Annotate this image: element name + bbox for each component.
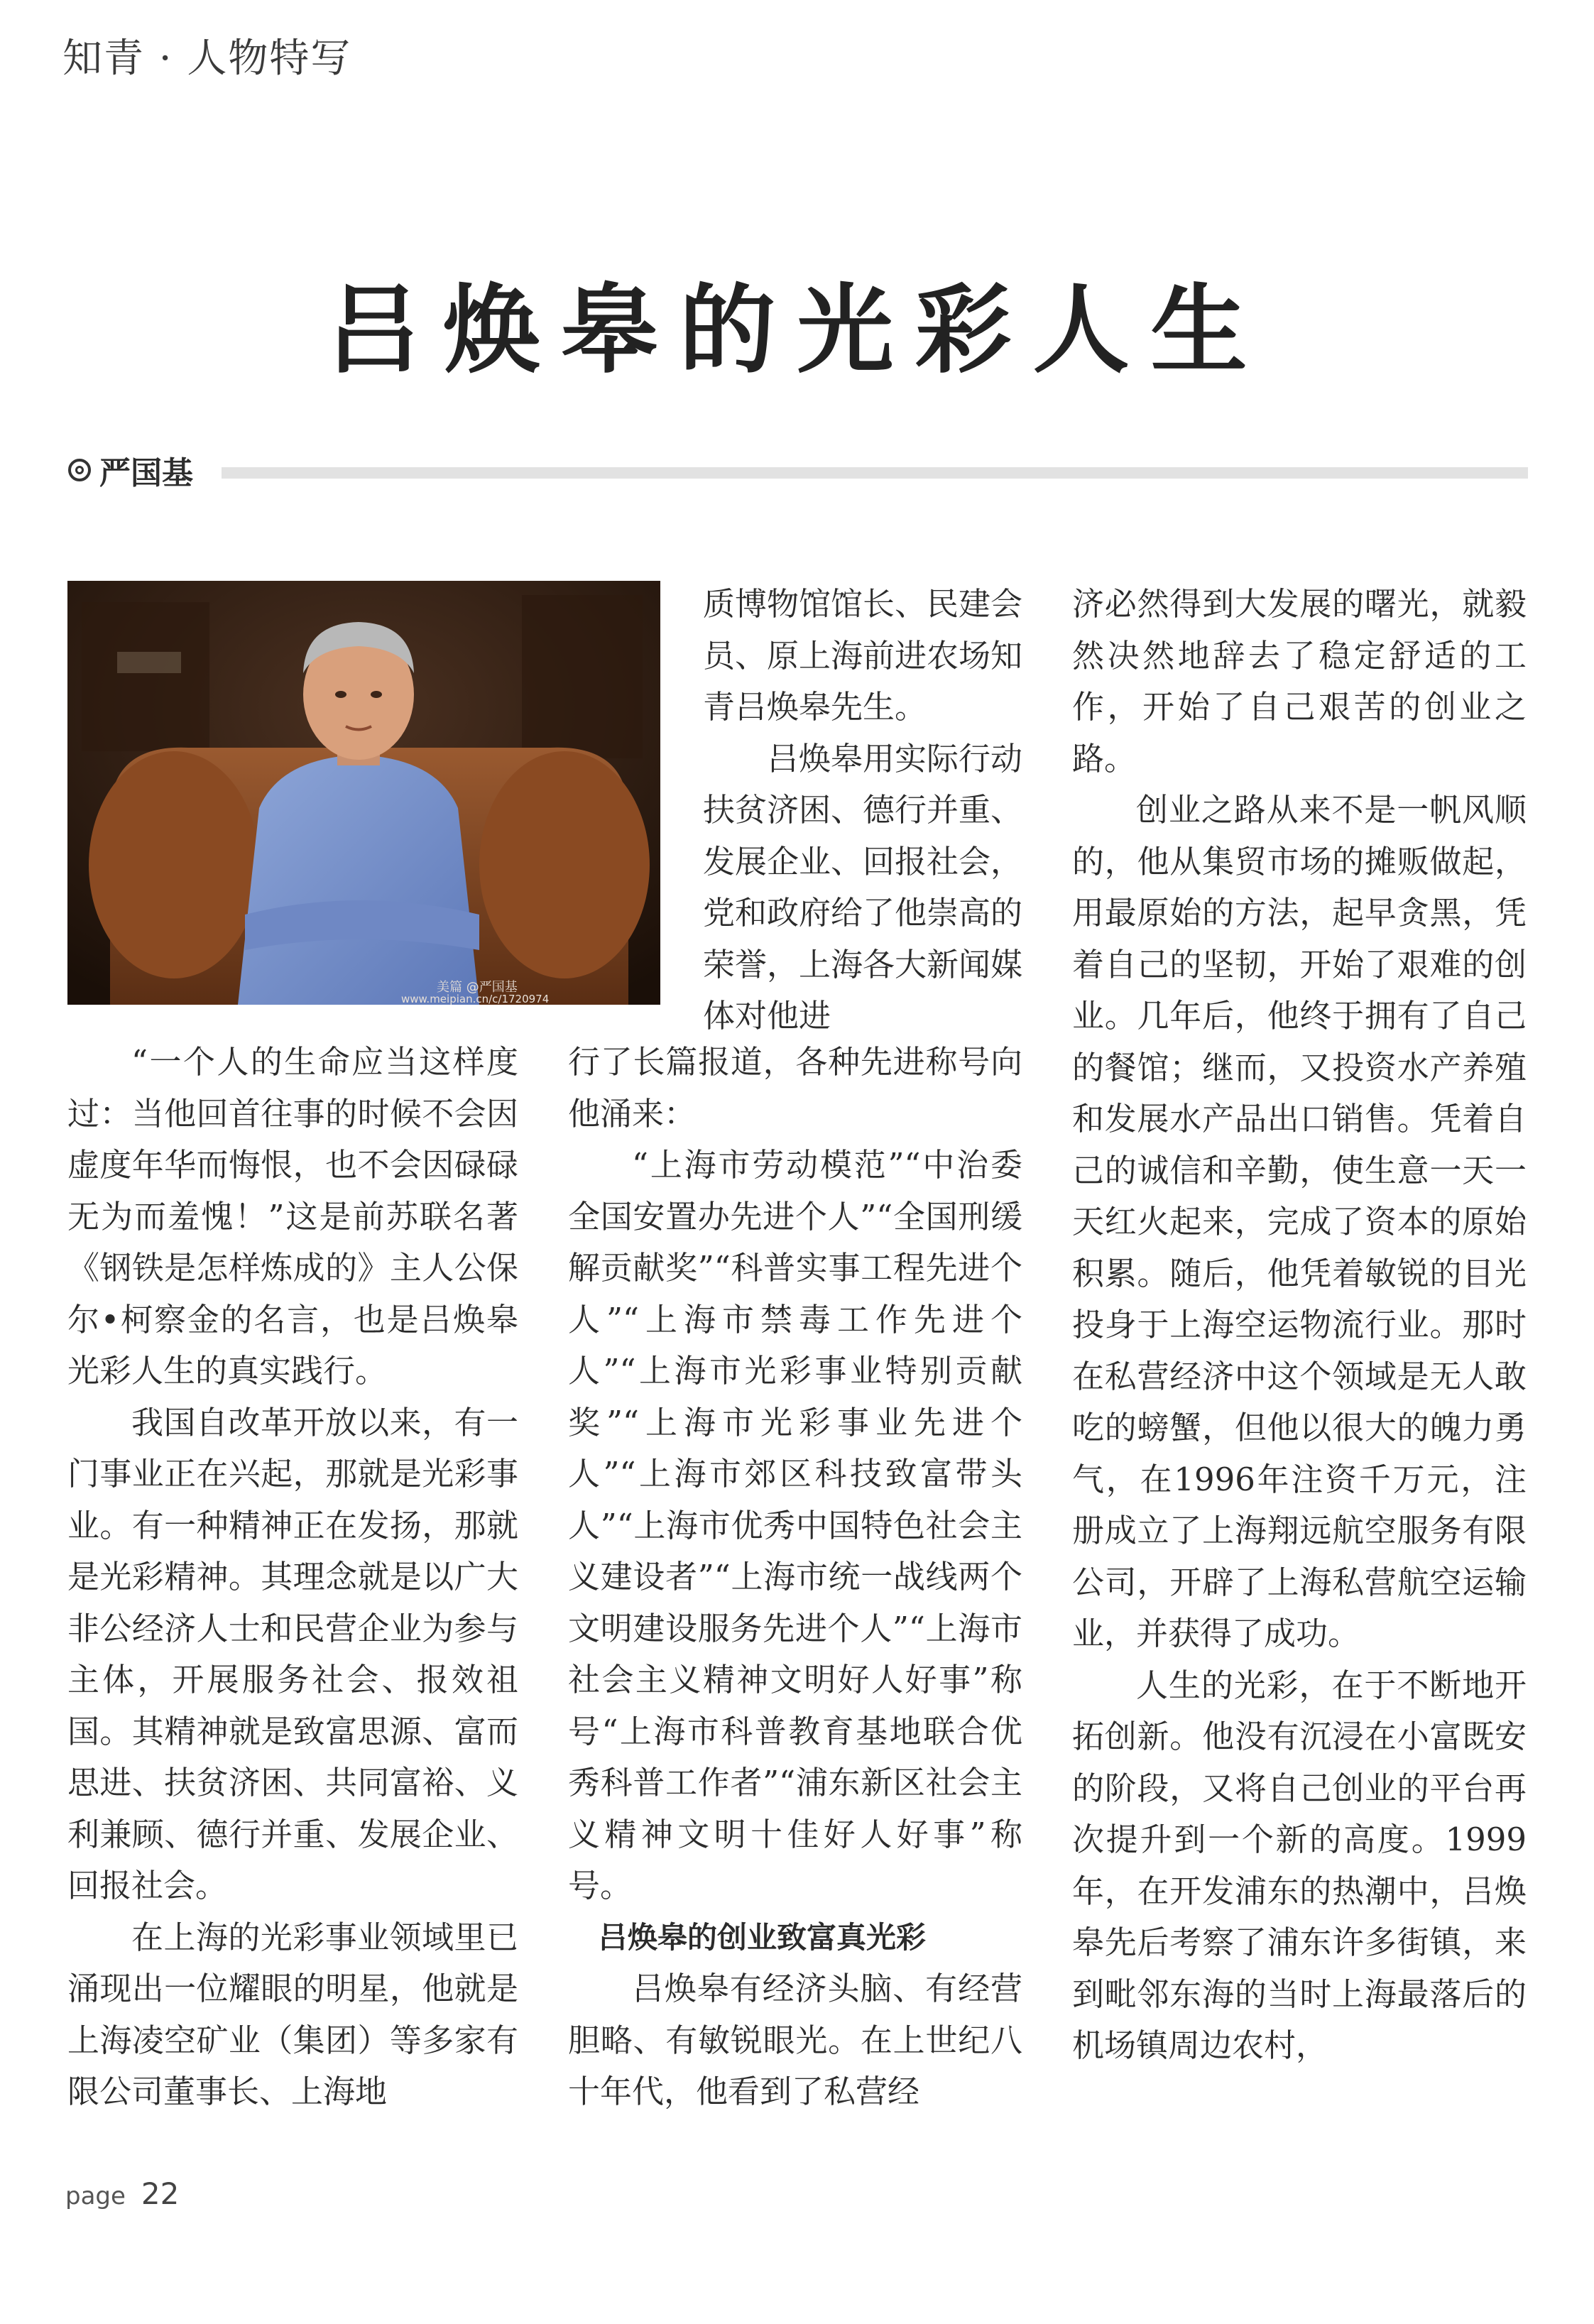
section-label: 知青 · 人物特写 — [62, 36, 352, 82]
paragraph: 创业之路从来不是一帆风顺的，他从集贸市场的摊贩做起，用最原始的方法，起早贪黑，凭着自己的坚韧，开始了艰难的创业。几年后，他终于拥有了自己的餐馆；继而，又投资水产养殖和发展水产品出口销售。凭着自己的诚信和辛勤，使生意一天一天红火起来，完成了资本的原始积累。随后，他凭着敏锐的目光投身于上海空运物流行业。那时在私营经济中这个领域是无人敢吃的螃蟹，但他以很大的魄力勇气，在1996年注资千万元，注册成立了上海翔远航空服务有限公司，开辟了上海私营航空运输业，并获得了成功。 — [1072, 791, 1527, 1652]
double-circle-icon — [68, 459, 91, 481]
paragraph: 济必然得到大发展的曙光，就毅然决然地辞去了稳定舒适的工作，开始了自己艰苦的创业之路。 — [1072, 585, 1527, 778]
article-title: 吕焕皋的光彩人生 — [325, 275, 1269, 387]
paragraph: 质博物馆馆长、民建会员、原上海前进农场知青吕焕皋先生。 — [703, 585, 1023, 726]
subheading: 吕焕皋的创业致富真光彩 — [598, 1919, 927, 1955]
portrait-illustration — [67, 581, 660, 1005]
paragraph: 行了长篇报道，各种先进称号向他涌来： — [568, 1043, 1022, 1133]
column-2 — [568, 1037, 1022, 2118]
column-1 — [67, 1037, 518, 2118]
watermark-brand: 美篇 @严国基 — [437, 980, 518, 995]
column-2-top — [703, 579, 1022, 1042]
column-3 — [1072, 579, 1527, 2072]
paragraph: 在上海的光彩事业领域里已涌现出一位耀眼的明星，他就是上海凌空矿业（集团）等多家有限公司董事长、上海地 — [67, 1918, 518, 2110]
paragraph: “一个人的生命应当这样度过：当他回首往事的时候不会因虚度年华而悔恨，也不会因碌碌无为而羞愧！”这是前苏联名著《钢铁是怎样炼成的》主人公保尔•柯察金的名言，也是吕焕皋光彩人生的真实践行。 — [67, 1043, 518, 1390]
paragraph: “上海市劳动模范”“中治委全国安置办先进个人”“全国刑缓解贡献奖”“科普实事工程先进个人”“上海市禁毒工作先进个人”“上海市光彩事业特别贡献奖”“上海市光彩事业先进个人”“上海市郊区科技致富带头人”“上海市优秀中国特色社会主义建设者”“上海市统一战线两个文明建设服务先进个人”“上海市社会主义精神文明好人好事”称号“上海市科普教育基地联合优秀科普工作者”“浦东新区社会主义精神文明十佳好人好事”称号。 — [568, 1146, 1022, 1904]
byline-rule — [222, 467, 1528, 479]
page-footer — [65, 2176, 179, 2211]
watermark-url: www.meipian.cn/c/1720974 — [401, 993, 550, 1005]
paragraph: 我国自改革开放以来，有一门事业正在兴起，那就是光彩事业。有一种精神正在发扬，那就是光彩精神。其理念就是以广大非公经济人士和民营企业为参与主体，开展服务社会、报效祖国。其精神就是致富思源、富而思进、扶贫济困、共同富裕、义利兼顾、德行并重、发展企业、回报社会。 — [67, 1403, 518, 1904]
author-name: 严国基 — [99, 455, 193, 491]
page-number: 22 — [141, 2176, 180, 2211]
paragraph: 吕焕皋用实际行动扶贫济困、德行并重、发展企业、回报社会，党和政府给了他崇高的荣誉，上海各大新闻媒体对他进 — [703, 739, 1023, 1035]
page-label: page — [65, 2182, 126, 2210]
paragraph: 吕焕皋有经济头脑、有经营胆略、有敏锐眼光。在上世纪八十年代，他看到了私营经 — [568, 1970, 1022, 2110]
portrait-photo — [67, 581, 660, 1005]
paragraph: 人生的光彩，在于不断地开拓创新。他没有沉浸在小富既安的阶段，又将自己创业的平台再次提升到一个新的高度。1999年，在开发浦东的热潮中，吕焕皋先后考察了浦东许多街镇，来到毗邻东海的当时上海最落后的机场镇周边农村， — [1072, 1666, 1527, 2064]
byline — [68, 447, 193, 493]
